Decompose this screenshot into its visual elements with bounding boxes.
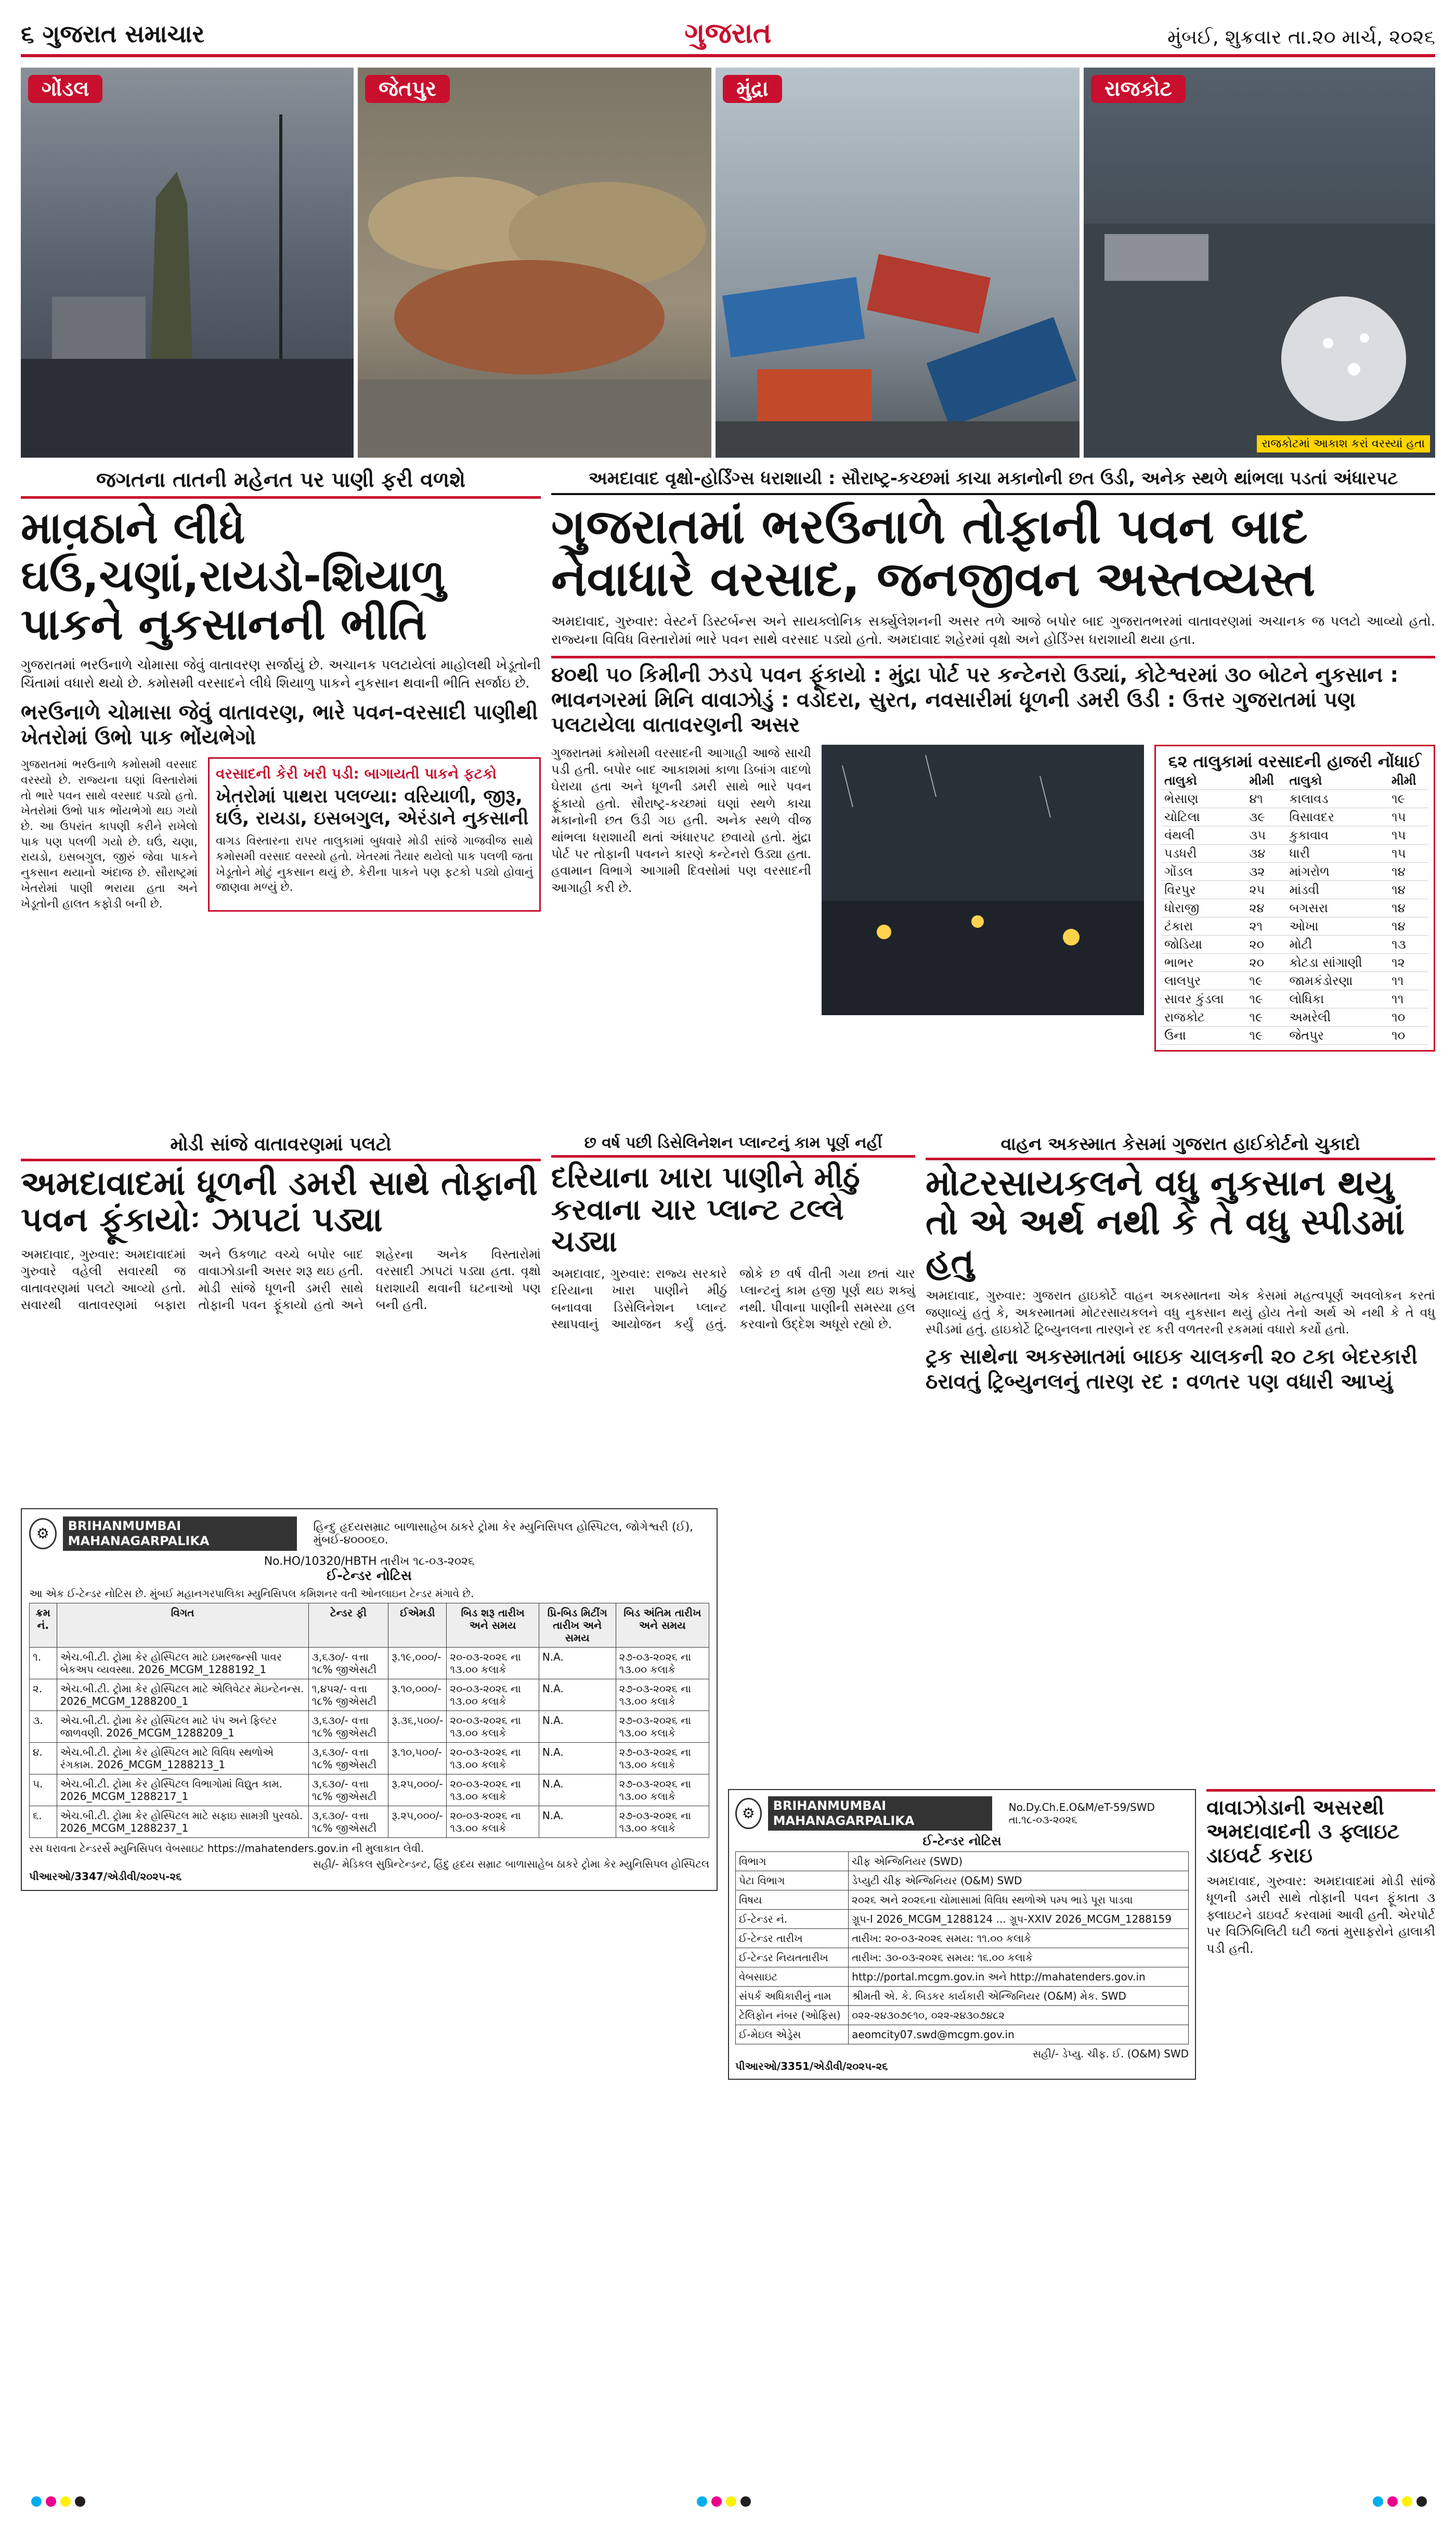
print-registration-dots xyxy=(1373,2496,1427,2507)
seal-icon: ⚙ xyxy=(735,1798,762,1829)
story-left xyxy=(21,468,541,912)
box-title: વરસાદની કેરી ખરી પડી: બાગાયતી પાકને ફટકો xyxy=(216,765,497,783)
table-cell: વેબસાઇટ xyxy=(736,1967,849,1986)
tender-table xyxy=(29,1603,709,1838)
table-cell: aeomcity07.swd@mcgm.gov.in xyxy=(849,2025,1189,2044)
table-cell: ૧૩ xyxy=(1388,935,1428,953)
table-cell: ૨૦ xyxy=(1246,935,1286,953)
table-cell: ભાભર xyxy=(1161,953,1246,971)
table-cell: ૨૭-૦૩-૨૦૨૬ ના ૧૩.૦૦ કલાકે xyxy=(616,1647,709,1679)
info-box xyxy=(208,757,541,912)
story-kicker: જગતના તાતની મહેનત પર પાણી ફરી વળશે xyxy=(96,468,466,492)
masthead xyxy=(21,10,1435,57)
table-cell: ૪. xyxy=(30,1742,57,1774)
photo-tag: મુંદ્રા xyxy=(723,75,782,103)
table-cell: ૩,૬૩૦/- વત્તા ૧૮% જીએસટી xyxy=(308,1710,388,1742)
table-cell: લોધિકા xyxy=(1286,990,1388,1008)
table-cell: ૧૧ xyxy=(1388,990,1428,1008)
table-row xyxy=(30,1679,709,1710)
table-row xyxy=(736,2005,1189,2025)
table-cell: જોડિયા xyxy=(1161,935,1246,953)
bmc-name: BRIHANMUMBAI MAHANAGARPALIKA xyxy=(63,1517,297,1551)
table-cell: ૧૪ xyxy=(1388,862,1428,880)
table-cell: N.A. xyxy=(539,1742,616,1774)
table-cell: ૨૦-૦૩-૨૦૨૬ ના ૧૩.૦૦ કલાકે xyxy=(447,1774,539,1806)
table-cell: તારીખ: ૩૦-૦૩-૨૦૨૬ સમય: ૧૬.૦૦ કલાકે xyxy=(849,1948,1189,1967)
table-cell: N.A. xyxy=(539,1647,616,1679)
table-cell: ઓખા xyxy=(1286,917,1388,935)
table-cell: N.A. xyxy=(539,1774,616,1806)
table-cell: ૫. xyxy=(30,1774,57,1806)
col-header: ઈએમડી xyxy=(388,1603,447,1647)
table-cell: ઈ-ટેન્ડર નં. xyxy=(736,1909,849,1928)
table-cell: ૨૦-૦૩-૨૦૨૬ ના ૧૩.૦૦ કલાકે xyxy=(447,1742,539,1774)
table-cell: ૩. xyxy=(30,1710,57,1742)
table-row xyxy=(1161,880,1428,899)
rainfall-table xyxy=(1154,745,1435,1052)
table-cell: અમરેલી xyxy=(1286,1008,1388,1026)
table-cell: ૩૪ xyxy=(1246,844,1286,862)
table-cell: રૂ.૧૯,૦૦૦/- xyxy=(388,1647,447,1679)
story-body: અમદાવાદ, ગુરુવાર: અમદાવાદમાં મોડી સાંજે ધૂળની ડમરી સાથે તોફાની પવન ફૂંકાતા ૩ ફ્લાઇટને ડાઇવર્ટ કરવામાં આવી હતી. એરપોર્ટ પર વિઝિબિલિટી ઘટી જતાં મુસાફરોને હાલાકી પડી હતી. xyxy=(1206,1874,1435,1956)
table-cell: ૧૯ xyxy=(1246,990,1286,1008)
table-row xyxy=(30,1647,709,1679)
table-cell: ૨. xyxy=(30,1679,57,1710)
bmc-name: BRIHANMUMBAI MAHANAGARPALIKA xyxy=(768,1796,992,1831)
table-cell: રૂ.૨૫,૦૦૦/- xyxy=(388,1774,447,1806)
table-cell: ૬. xyxy=(30,1806,57,1837)
table-cell: જેતપુર xyxy=(1286,1026,1388,1044)
registration-dot xyxy=(711,2496,722,2507)
table-cell: ૧૨ xyxy=(1388,953,1428,971)
table-cell: રૂ.૧૦,૦૦૦/- xyxy=(388,1679,447,1710)
story-body: ગુજરાતમાં કમોસમી વરસાદની આગાહી આજે સાચી પડી હતી. બપોર બાદ આકાશમાં કાળા ડિબાંગ વાદળો ઘેરાયા હતા અને ધૂળની ડમરી સાથે ભારે પવન ફૂંકાયો હતો. સૌરાષ્ટ્ર-કચ્છમાં ઘણાં સ્થળે કાચા મકાનોની છત ઉડી ગઇ હતી. અનેક સ્થળે વીજ થાંભલા ધરાશાયી થતાં અંધારપટ છવાયો હતો. મુંદ્રા પોર્ટ પર તોફાની પવનને કારણે કન્ટેનરો ઉડ્યા હતા. હવામાન વિભાગે આગામી દિવસોમાં પણ વરસાદની આગાહી કરી છે. xyxy=(551,745,811,895)
table-cell: ડેપ્યુટી ચીફ એન્જિનિયર (O&M) SWD xyxy=(849,1871,1189,1890)
table-cell: ૧૯ xyxy=(1246,971,1286,990)
box-body: વાગડ વિસ્તારના રાપર તાલુકામાં બુધવારે મોડી સાંજે ગાજવીજ સાથે કમોસમી વરસાદ વરસ્યો હતો. ખેતરમાં તૈયાર થયેલો પાક પલળી જતા ખેડૂતોને મોટું નુકસાન થયું છે. કેરીના પાકને પણ ફટકો પડ્યો હોવાનું જાણવા મળ્યું છે. xyxy=(216,835,533,895)
story-headline: ગુજરાતમાં ભરઉનાળે તોફાની પવન બાદ નેવાધારે વરસાદ, જનજીવન અસ્તવ્યસ્ત xyxy=(551,499,1316,607)
table-cell: ચીફ એન્જિનિયર (SWD) xyxy=(849,1851,1189,1871)
table-cell: ઉના xyxy=(1161,1026,1246,1044)
table-cell: પેટા વિભાગ xyxy=(736,1871,849,1890)
bmc-logo xyxy=(735,1796,1189,1831)
story-ahmedabad xyxy=(21,1134,541,1313)
table-cell: ૨૭-૦૩-૨૦૨૬ ના ૧૩.૦૦ કલાકે xyxy=(616,1742,709,1774)
story-subhead: ટ્રક સાથેના અકસ્માતમાં બાઇક ચાલકની ૨૦ ટકા બેદરકારી ઠરાવતું ટ્રિબ્યુનલનું તારણ રદ : વળતર પણ વધારી આપ્યું xyxy=(926,1344,1418,1394)
table-cell: ૨૦-૦૩-૨૦૨૬ ના ૧૩.૦૦ કલાકે xyxy=(447,1710,539,1742)
table-cell: ભેસાણ xyxy=(1161,789,1246,808)
col-header: તાલુકો xyxy=(1286,772,1388,790)
table-row xyxy=(736,1948,1189,1967)
registration-dot xyxy=(697,2496,707,2507)
table-cell: મોટી xyxy=(1286,935,1388,953)
table-cell: એચ.બી.ટી. ટ્રોમા કેર હોસ્પિટલ માટે ઇમરજન્સી પાવર બેકઅપ વ્યવસ્થા. 2026_MCGM_1288192_1 xyxy=(57,1647,308,1679)
table-cell: રૂ.૨૫,૦૦૦/- xyxy=(388,1806,447,1837)
table-cell: ૧૫ xyxy=(1388,844,1428,862)
table-row xyxy=(736,1890,1189,1909)
table-cell: ૧૫ xyxy=(1388,826,1428,844)
table-cell: ૩૯ xyxy=(1246,808,1286,826)
col-header: બિડ અંતિમ તારીખ અને સમય xyxy=(616,1603,709,1647)
table-cell: ઈ-ટેન્ડર તારીખ xyxy=(736,1928,849,1948)
col-header: વિગત xyxy=(57,1603,308,1647)
table-cell: એચ.બી.ટી. ટ્રોમા કેર હોસ્પિટલ માટે પંપ અને ફિલ્ટર જાળવણી. 2026_MCGM_1288209_1 xyxy=(57,1710,308,1742)
story-headline: માવઠાને લીધે ઘઉં,ચણાં,રાયડો-શિયાળુ પાકને નુકસાનની ભીતિ xyxy=(21,496,541,648)
tender-table xyxy=(735,1851,1189,2044)
col-header: ક્રમ નં. xyxy=(30,1603,57,1647)
tender-ref: No.Dy.Ch.E.O&M/eT-59/SWD તા.૧૮-૦૩-૨૦૨૬ xyxy=(1008,1800,1155,1826)
table-cell: ધોરાજી xyxy=(1161,899,1246,917)
table-cell: ઈ-મેઇલ એડ્રેસ xyxy=(736,2025,849,2044)
story-subhead: ૪૦થી ૫૦ કિમીની ઝડપે પવન ફૂંકાયો : મુંદ્રા પોર્ટ પર કન્ટેનરો ઉડ્યાં, કોટેશ્વરમાં ૩૦ બોટને નુકસાન : ભાવનગરમાં મિનિ વાવાઝોડું : વડોદરા, સુરત, નવસારીમાં ધૂળની ડમરી ઉડી : ઉત્તર ગુજરાતમાં પણ પલટાયેલા વાતાવરણની અસર xyxy=(551,656,1435,737)
table-cell: જામકંડોરણા xyxy=(1286,971,1388,990)
table-cell: એચ.બી.ટી. ટ્રોમા કેર હોસ્પિટલ વિભાગોમાં વિદ્યુત કામ. 2026_MCGM_1288217_1 xyxy=(57,1774,308,1806)
tender-title: ઈ-ટેન્ડર નોટિસ xyxy=(327,1567,412,1584)
story-flights xyxy=(1206,1789,1435,1957)
hail-street-image xyxy=(1084,68,1435,458)
col-header: બિડ શરૂ તારીખ અને સમય xyxy=(447,1603,539,1647)
table-cell: ૧૦ xyxy=(1388,1026,1428,1044)
table-cell: માંડવી xyxy=(1286,880,1388,899)
table-row xyxy=(1161,917,1428,935)
tender-notice-2 xyxy=(728,1789,1196,2080)
table-cell: ૨૦-૦૩-૨૦૨૬ ના ૧૩.૦૦ કલાકે xyxy=(447,1806,539,1837)
registration-dot xyxy=(740,2496,751,2507)
table-cell: ૩,૬૩૦/- વત્તા ૧૮% જીએસટી xyxy=(308,1774,388,1806)
table-cell: ૨૫ xyxy=(1246,880,1286,899)
table-cell: તારીખ: ૨૦-૦૩-૨૦૨૬ સમય: ૧૧.૦૦ કલાકે xyxy=(849,1928,1189,1948)
table-cell: એચ.બી.ટી. ટ્રોમા કેર હોસ્પિટલ માટે સફાઇ સામગ્રી પુરવઠો. 2026_MCGM_1288237_1 xyxy=(57,1806,308,1837)
date-line: મુંબઈ, શુક્રવાર તા.૨૦ માર્ચ, ૨૦૨૬ xyxy=(1167,25,1435,48)
table-cell: ૧૪ xyxy=(1388,880,1428,899)
table-cell: લાલપુર xyxy=(1161,971,1246,990)
table-cell: ૨૦૨૬ અને ૨૦૨૬ના ચોમાસામાં વિવિધ સ્થળોએ પમ્પ ભાડે પૂરા પાડવા xyxy=(849,1890,1189,1909)
story-body: અમદાવાદ, ગુરુવાર: અમદાવાદમાં ગુરુવારે વહેલી સવારથી જ વાતાવરણમાં પલટો આવ્યો હતો. સવારથી વાતાવરણમાં બફારા અને ઉકળાટ વચ્ચે બપોર બાદ વાવાઝોડાની અસર શરૂ થઇ હતી. મોડી સાંજે ધૂળની ડમરી સાથે તોફાની પવન ફૂંકાયો હતો અને શહેરના અનેક વિસ્તારોમાં વરસાદી ઝાપટાં પડ્યા હતા. વૃક્ષો ધરાશાયી થવાની ઘટનાઓ પણ બની હતી. xyxy=(21,1247,541,1312)
table-cell: એચ.બી.ટી. ટ્રોમા કેર હોસ્પિટલ માટે એલિવેટર મેઇન્ટેનન્સ. 2026_MCGM_1288200_1 xyxy=(57,1679,308,1710)
story-body: ગુજરાતમાં ભરઉનાળે કમોસમી વરસાદ વરસ્યો છે. રાજ્યના ઘણાં વિસ્તારોમાં તો ભારે પવન સાથે વરસાદ પડ્યો હતો. ખેતરોમાં ઉભો પાક ભોંયભેગો થઇ ગયો છે. આ ઉપરાંત કાપણી કરીને રાખેલો પાક પણ પલળી ગયો છે. ઘઉં, ચણા, રાયડો, ઇસબગુલ, જીરું જેવા પાકને નુકસાન થયાનો અંદાજ છે. સૌરાષ્ટ્રમાં ખેતરોમાં પાણી ભરાયા હતા અને ખેડૂતોની હાલત કફોડી બની છે. xyxy=(21,758,198,911)
col-header: મીમી xyxy=(1246,772,1286,790)
photo-gondal xyxy=(21,68,354,458)
rainfall-title: ૬૨ તાલુકામાં વરસાદની હાજરી નોંધાઈ xyxy=(1168,751,1422,771)
table-cell: ૨૦-૦૩-૨૦૨૬ ના ૧૩.૦૦ કલાકે xyxy=(447,1647,539,1679)
table-cell: રૂ.૩૬,૫૦૦/- xyxy=(388,1710,447,1742)
table-row xyxy=(30,1742,709,1774)
story-body: અમદાવાદ, ગુરુવાર: રાજ્ય સરકારે દરિયાના ખારા પાણીને મીઠું બનાવવા ડિસેલિનેશન પ્લાન્ટ સ્થાપવાનું આયોજન કર્યું હતું. જોકે છ વર્ષ વીતી ગયા છતાં ચાર પ્લાન્ટનું કામ હજી પૂર્ણ થઇ શક્યું નથી. પીવાના પાણીની સમસ્યા હલ કરવાનો ઉદ્દેશ અધૂરો રહ્યો છે. xyxy=(551,1266,915,1331)
registration-dot xyxy=(1373,2496,1383,2507)
photo-caption: રાજકોટમાં આકાશ કરાં વરસ્યાં હતા xyxy=(1257,435,1430,452)
table-row xyxy=(1161,862,1428,880)
table-cell: ઈ-ટેન્ડર નિયતતારીખ xyxy=(736,1948,849,1967)
table-row xyxy=(1161,789,1428,808)
story-kicker: વાહન અકસ્માત કેસમાં ગુજરાત હાઈકોર્ટનો ચુકાદો xyxy=(1000,1134,1360,1155)
story-desalination xyxy=(551,1134,915,1332)
table-cell: N.A. xyxy=(539,1806,616,1837)
table-row xyxy=(736,1928,1189,1948)
registration-dot xyxy=(46,2496,56,2507)
storm-tree-image xyxy=(21,68,354,458)
tender-signature: સહી/- મેડિકલ સુપ્રિન્ટેન્ડન્ટ, હિંદુ હૃદય સમ્રાટ બાળાસાહેબ ઠાકરે ટ્રોમા કેર મ્યુનિસિપલ હોસ્પિટલ xyxy=(313,1857,709,1870)
table-cell: શ્રીમતી એ. કે. બિડકર કાર્યકારી એન્જિનિયર (O&M) મેક. SWD xyxy=(849,1986,1189,2005)
rain-street-image xyxy=(822,745,1144,1015)
table-cell: ૩,૬૩૦/- વત્તા ૧૮% જીએસટી xyxy=(308,1806,388,1837)
story-intro: ગુજરાતમાં ભરઉનાળે ચોમાસા જેવું વાતાવરણ સર્જાયું છે. અચાનક પલટાયેલાં માહોલથી ખેડૂતોની ચિંતામાં વધારો થયો છે. કમોસમી વરસાદને લીધે શિયાળુ પાકને નુકસાન થવાની ભીતિ સર્જાઇ છે. xyxy=(21,657,541,692)
table-cell: ૩,૬૩૦/- વત્તા ૧૮% જીએસટી xyxy=(308,1647,388,1679)
table-cell: વિસાવદર xyxy=(1286,808,1388,826)
table-cell: વિરપુર xyxy=(1161,880,1246,899)
col-header: મીમી xyxy=(1388,772,1428,790)
tender-title: ઈ-ટેન્ડર નોટિસ xyxy=(922,1833,1002,1848)
table-cell: ૧૪ xyxy=(1388,917,1428,935)
table-cell: ૦૨૨-૨૪૩૦૭૯૧૦, ૦૨૨-૨૪૩૦૭૪૮૨ xyxy=(849,2005,1189,2025)
photo-rajkot xyxy=(1084,68,1435,458)
table-row xyxy=(1161,990,1428,1008)
table-row xyxy=(736,1967,1189,1986)
story-headline: અમદાવાદમાં ધૂળની ડમરી સાથે તોફાની પવન ફૂંકાયોઃ ઝાપટાં પડ્યા xyxy=(21,1159,541,1239)
table-cell: ૩,૬૩૦/- વત્તા ૧૮% જીએસટી xyxy=(308,1742,388,1774)
registration-dot xyxy=(60,2496,71,2507)
registration-dot xyxy=(1402,2496,1412,2507)
story-main xyxy=(551,468,1435,1052)
table-cell: ૪૧ xyxy=(1246,789,1286,808)
story-kicker: અમદાવાદ વૃક્ષો-હોર્ડિંગ્સ ધરાશાયી : સૌરાષ્ટ્ર-કચ્છમાં કાચા મકાનોની છત ઉડી, અનેક સ્થળે થાંભલા પડતાં અંધારપટ xyxy=(551,468,1435,495)
photo-tag: જેતપુર xyxy=(365,75,450,103)
tender-notice-1 xyxy=(21,1508,718,1891)
table-row xyxy=(30,1710,709,1742)
photo-tag: રાજકોટ xyxy=(1091,75,1186,103)
table-cell: ૨૭-૦૩-૨૦૨૬ ના ૧૩.૦૦ કલાકે xyxy=(616,1679,709,1710)
tender-ref: No.HO/10320/HBTH તારીખ ૧૮-૦૩-૨૦૨૬ xyxy=(264,1554,475,1568)
print-registration-dots xyxy=(697,2496,751,2507)
col-header: પ્રિ-બિડ મિટીંગ તારીખ અને સમય xyxy=(539,1603,616,1647)
table-cell: ૨૦ xyxy=(1246,953,1286,971)
table-cell: ૨૦-૦૩-૨૦૨૬ ના ૧૩.૦૦ કલાકે xyxy=(447,1679,539,1710)
table-cell: ટંકારા xyxy=(1161,917,1246,935)
story-kicker: મોડી સાંજે વાતાવરણમાં પલટો xyxy=(170,1134,392,1155)
table-row xyxy=(1161,1026,1428,1044)
table-cell: પડધરી xyxy=(1161,844,1246,862)
table-cell: ૧,૪૫૨/- વત્તા ૧૮% જીએસટી xyxy=(308,1679,388,1710)
wet-sacks-image xyxy=(358,68,711,458)
table-row xyxy=(1161,935,1428,953)
table-cell: કાલાવડ xyxy=(1286,789,1388,808)
story-headline: દરિયાના ખારા પાણીને મીઠું કરવાના ચાર પ્લાન્ટ ટલ્લે ચડ્યા xyxy=(551,1155,915,1258)
table-cell: ૧૯ xyxy=(1246,1008,1286,1026)
table-cell: ૨૧ xyxy=(1246,917,1286,935)
tender-footer: રસ ધરાવતા ટેન્ડરર્સે મ્યુનિસિપલ વેબસાઇટ https://mahatenders.gov.in ની મુલાકાત લેવી. xyxy=(29,1842,424,1855)
paper-name: ૬ ગુજરાત સમાચાર xyxy=(21,20,205,48)
table-cell: N.A. xyxy=(539,1679,616,1710)
story-headline: વાવાઝોડાની અસરથી અમદાવાદની ૩ ફ્લાઇટ ડાઇવર્ટ કરાઇ xyxy=(1206,1789,1435,1868)
table-cell: ગ્રૂપ-I 2026_MCGM_1288124 ... ગ્રૂપ-XXIV 2026_MCGM_1288159 xyxy=(849,1909,1189,1928)
table-cell: ૨૭-૦૩-૨૦૨૬ ના ૧૩.૦૦ કલાકે xyxy=(616,1806,709,1837)
registration-dot xyxy=(31,2496,42,2507)
table-cell: ૧૯ xyxy=(1388,789,1428,808)
table-cell: N.A. xyxy=(539,1710,616,1742)
registration-dot xyxy=(1416,2496,1427,2507)
table-row xyxy=(1161,826,1428,844)
table-row xyxy=(1161,899,1428,917)
table-row xyxy=(1161,971,1428,990)
table-row xyxy=(736,1986,1189,2005)
fallen-containers-image xyxy=(716,68,1080,458)
tender-intro: આ એક ઈ-ટેન્ડર નોટિસ છે. મુંબઈ મહાનગરપાલિકા મ્યુનિસિપલ કમિશનર વતી ઓનલાઇન ટેન્ડર મંગાવે છે. xyxy=(29,1587,474,1600)
section-title: ગુજરાત xyxy=(684,17,772,49)
table-cell: સંપર્ક અધિકારીનું નામ xyxy=(736,1986,849,2005)
photo-jetpur xyxy=(358,68,711,458)
story-intro: અમદાવાદ, ગુરુવાર: વેસ્ટર્ન ડિસ્ટર્બન્સ અને સાયક્લોનિક સર્ક્યુલેશનની અસર તળે આજે બપોર બાદ ગુજરાતભરમાં વાતાવરણમાં અચાનક જ પલટો આવ્યો હતો. રાજ્યના વિવિધ વિસ્તારોમાં ભારે પવન સાથે વરસાદ પડ્યો હતો. અમદાવાદ શહેરમાં વૃક્ષો અને હોર્ડિંગ્સ ધરાશાયી થયા હતા. xyxy=(551,614,1435,648)
table-cell: ૧૯ xyxy=(1246,1026,1286,1044)
rainfall-data-table xyxy=(1161,772,1428,1045)
tender-code: પીઆરઓ/3347/એડીવી/૨૦૨૫-૨૬ xyxy=(29,1870,182,1883)
table-cell: ૩૨ xyxy=(1246,862,1286,880)
table-row xyxy=(1161,953,1428,971)
story-subhead: ભરઉનાળે ચોમાસા જેવું વાતાવરણ, ભારે પવન-વરસાદી પાણીથી ખેતરોમાં ઉભો પાક ભોંયભેગો xyxy=(21,701,538,750)
registration-dot xyxy=(1387,2496,1398,2507)
seal-icon: ⚙ xyxy=(29,1518,57,1549)
table-cell: બગસરા xyxy=(1286,899,1388,917)
table-cell: ૧૦ xyxy=(1388,1008,1428,1026)
photo-tag: ગોંડલ xyxy=(28,75,102,103)
photo-mundra xyxy=(716,68,1080,458)
table-cell: કોટડા સાંગાણી xyxy=(1286,953,1388,971)
table-cell: ૧૧ xyxy=(1388,971,1428,990)
table-cell: વિષય xyxy=(736,1890,849,1909)
table-cell: સાવર કુંડલા xyxy=(1161,990,1246,1008)
table-cell: વિભાગ xyxy=(736,1851,849,1871)
table-cell: ૨૪ xyxy=(1246,899,1286,917)
table-cell: રૂ.૧૦,૫૦૦/- xyxy=(388,1742,447,1774)
table-cell: ચોટિલા xyxy=(1161,808,1246,826)
table-cell: ૨૭-૦૩-૨૦૨૬ ના ૧૩.૦૦ કલાકે xyxy=(616,1774,709,1806)
table-cell: એચ.બી.ટી. ટ્રોમા કેર હોસ્પિટલ માટે વિવિધ સ્થળોએ રંગકામ. 2026_MCGM_1288213_1 xyxy=(57,1742,308,1774)
bmc-logo xyxy=(29,1517,709,1551)
photo-row xyxy=(21,68,1435,458)
story-kicker: છ વર્ષ પછી ડિસેલિનેશન પ્લાન્ટનું કામ પૂર્ણ નહીં xyxy=(584,1134,882,1152)
col-header: તાલુકો xyxy=(1161,772,1246,790)
registration-dot xyxy=(726,2496,736,2507)
table-row xyxy=(736,1871,1189,1890)
tender-signature: સહી/- ડેપ્યુ. ચીફ. ઈ. (O&M) SWD xyxy=(1032,2047,1189,2060)
table-row xyxy=(1161,844,1428,862)
table-cell: ધારી xyxy=(1286,844,1388,862)
story-headline: મોટરસાયકલને વધુ નુકસાન થયુ તો એ અર્થ નથી કે તે વધુ સ્પીડમાં હતુ xyxy=(926,1158,1435,1281)
table-row xyxy=(736,1909,1189,1928)
table-cell: ટેલિફોન નંબર (ઓફિસ) xyxy=(736,2005,849,2025)
table-cell: ૧૪ xyxy=(1388,899,1428,917)
tender-code: પીઆરઓ/3351/એડીવી/૨૦૨૫-૨૬ xyxy=(735,2059,888,2072)
table-cell: વંથલી xyxy=(1161,826,1246,844)
table-cell: ૨૭-૦૩-૨૦૨૬ ના ૧૩.૦૦ કલાકે xyxy=(616,1710,709,1742)
col-header: ટેન્ડર ફી xyxy=(308,1603,388,1647)
table-cell: રાજકોટ xyxy=(1161,1008,1246,1026)
story-body: અમદાવાદ, ગુરુવાર: ગુજરાત હાઇકોર્ટે વાહન અકસ્માતના એક કેસમાં મહત્વપૂર્ણ અવલોકન કરતાં જણાવ્યું હતું કે, અકસ્માતમાં મોટરસાયકલને વધુ નુકસાન થયું હોય તેનો અર્થ એ નથી કે તે વધુ સ્પીડમાં હતું. હાઇકોર્ટે ટ્રિબ્યુનલના તારણને રદ કરી વળતરની રકમમાં વધારો કર્યો હતો. xyxy=(926,1288,1435,1337)
table-row xyxy=(736,1851,1189,1871)
table-cell: કુકાવાવ xyxy=(1286,826,1388,844)
registration-dot xyxy=(75,2496,85,2507)
print-registration-dots xyxy=(31,2496,85,2507)
table-cell: ગોંડલ xyxy=(1161,862,1246,880)
table-row xyxy=(30,1806,709,1837)
table-cell: માંગરોળ xyxy=(1286,862,1388,880)
table-cell: http://portal.mcgm.gov.in અને http://mahatenders.gov.in xyxy=(849,1967,1189,1986)
table-cell: ૧. xyxy=(30,1647,57,1679)
table-row xyxy=(1161,1008,1428,1026)
story-court xyxy=(926,1134,1435,1394)
table-row xyxy=(30,1774,709,1806)
table-cell: ૩૫ xyxy=(1246,826,1286,844)
table-cell: ૧૫ xyxy=(1388,808,1428,826)
box-headline: ખેતરોમાં પાથરા પલળ્યા: વરિયાળી, જીરૂ, ઘઉં, રાયડા, ઇસબગુલ, એરંડાને નુકસાની xyxy=(216,786,529,830)
table-row xyxy=(736,2025,1189,2044)
tender-org: હિન્દુ હૃદયસમ્રાટ બાળાસાહેબ ઠાકરે ટ્રોમા કેર મ્યુનિસિપલ હોસ્પિટલ, જોગેશ્વરી (ઈ), મુંબઈ-૪૦૦૦૬૦. xyxy=(313,1520,694,1547)
table-row xyxy=(1161,808,1428,826)
